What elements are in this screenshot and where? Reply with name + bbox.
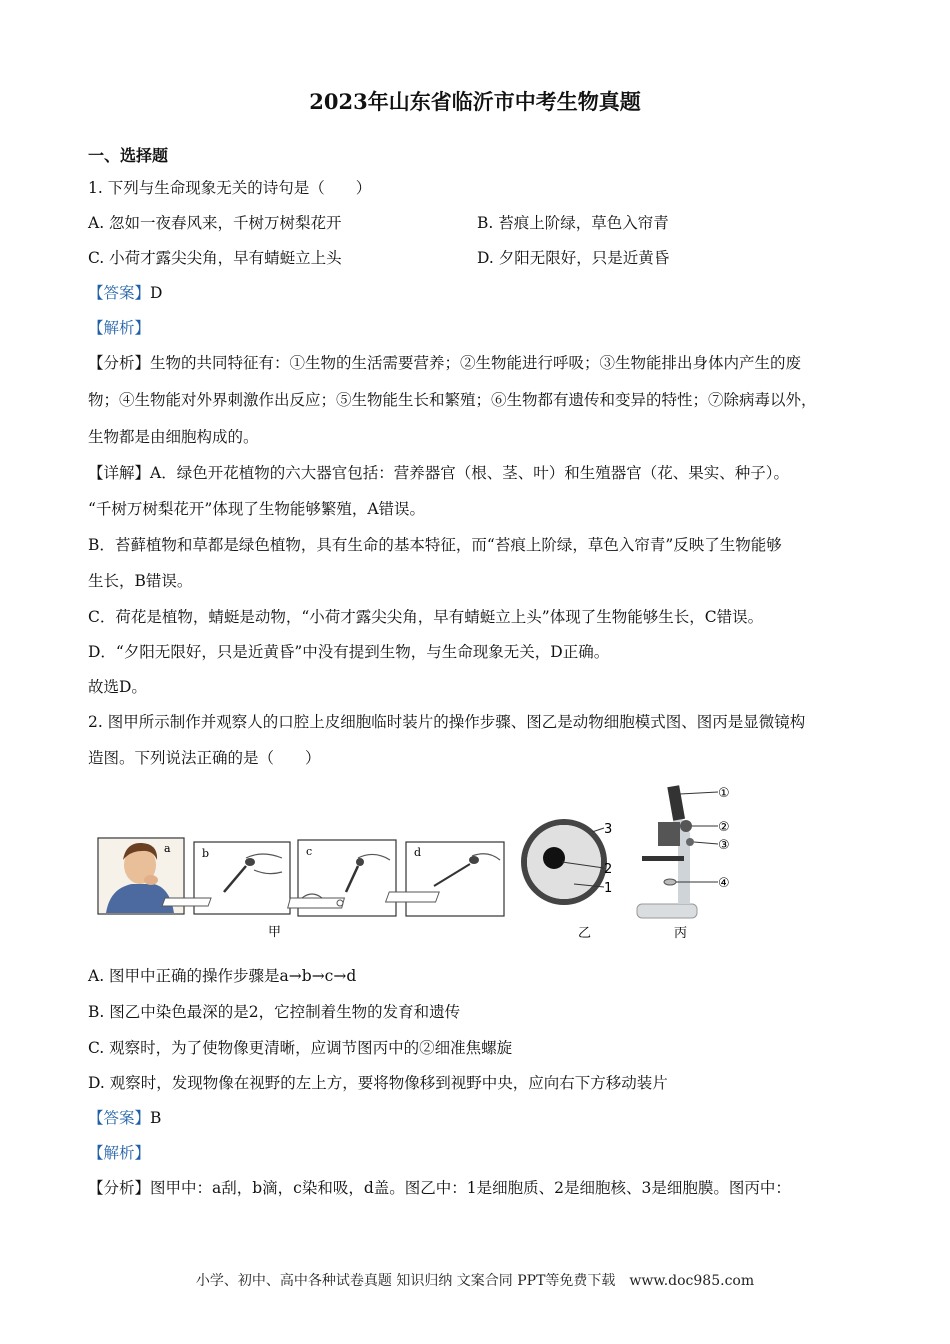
caption-yi: 乙 xyxy=(578,926,592,941)
q1-analysis-tag xyxy=(88,318,150,338)
q1-option-d: D. 夕阳无限好，只是近黄昏 xyxy=(477,249,670,267)
xiangjie-tag: 【详解】 xyxy=(88,464,151,482)
q2-option-c: C. 观察时，为了使物像更清晰，应调节图丙中的②细准焦螺旋 xyxy=(88,1039,513,1057)
answer-tag: 【答案】 xyxy=(88,1109,151,1127)
footer-url[interactable]: www.doc985.com xyxy=(629,1273,755,1289)
q2-answer-line xyxy=(88,1108,161,1128)
panel-d xyxy=(386,842,504,916)
panel-label-a: a xyxy=(164,842,171,855)
microscope-diagram xyxy=(637,785,730,941)
q1-xiangjie-6: D．“夕阳无限好，只是近黄昏”中没有提到生物，与生命现象无关，D正确。 xyxy=(88,643,610,661)
answer-tag: 【答案】 xyxy=(88,284,151,302)
q1-answer: D xyxy=(150,284,163,302)
q2-option-a: A. 图甲中正确的操作步骤是a→b→c→d xyxy=(88,967,357,985)
page-footer xyxy=(0,1270,950,1290)
analysis-tag: 【解析】 xyxy=(88,319,151,337)
panel-label-d: d xyxy=(414,846,422,859)
q2-fenxi-1 xyxy=(88,1178,791,1198)
q2-option-d: D. 观察时，发现物像在视野的左上方，要将物像移到视野中央，应向右下方移动装片 xyxy=(88,1074,668,1092)
xiangjie-text: A．绿色开花植物的六大器官包括：营养器官（根、茎、叶）和生殖器官（花、果实、种子）。 xyxy=(150,464,789,482)
caption-bing: 丙 xyxy=(674,926,688,941)
scope-label-3: ③ xyxy=(718,838,730,853)
q1-xiangjie-5: C．荷花是植物，蜻蜓是动物，“小荷才露尖尖角，早有蜻蜓立上头”体现了生物能够生长，C错误。 xyxy=(88,608,764,626)
q1-option-a: A. 忽如一夜春风来，千树万树梨花开 xyxy=(88,214,342,232)
footer-text: 小学、初中、高中各种试卷真题 知识归纳 文案合同 PPT等免费下载 xyxy=(195,1273,616,1289)
fenxi-text: 生物的共同特征有：①生物的生活需要营养；②生物能进行呼吸；③生物能排出身体内产生的废 xyxy=(150,354,802,372)
caption-jia: 甲 xyxy=(268,925,282,940)
panel-c xyxy=(288,840,396,916)
q1-xiangjie-7: 故选D。 xyxy=(88,678,147,696)
scope-label-2: ② xyxy=(718,820,730,835)
panel-label-c: c xyxy=(306,845,313,858)
cell-label-1: 1 xyxy=(604,881,613,896)
q2-stem-1: 2. 图甲所示制作并观察人的口腔上皮细胞临时装片的操作步骤、图乙是动物细胞模式图、图丙是显微镜构 xyxy=(88,713,806,731)
page-title: 2023年山东省临沂市中考生物真题 xyxy=(309,89,641,114)
q1-answer-line xyxy=(88,283,162,303)
q1-fenxi-2: 物；④生物能对外界刺激作出反应；⑤生物能生长和繁殖；⑥生物都有遗传和变异的特性；⑦除病毒以外， xyxy=(88,391,817,409)
q2-figure xyxy=(96,780,756,950)
cell-label-2: 2 xyxy=(604,862,613,877)
cell-nucleus xyxy=(543,847,565,869)
q1-fenxi-3: 生物都是由细胞构成的。 xyxy=(88,428,259,446)
q1-option-c: C. 小荷才露尖尖角，早有蜻蜓立上头 xyxy=(88,249,342,267)
q2-analysis-tag xyxy=(88,1143,150,1163)
q1-xiangjie-2: “千树万树梨花开”体现了生物能够繁殖，A错误。 xyxy=(88,500,426,518)
q1-xiangjie-1 xyxy=(88,463,789,483)
scope-label-1: ① xyxy=(718,786,730,801)
fenxi-tag: 【分析】 xyxy=(88,1179,151,1197)
fenxi-tag: 【分析】 xyxy=(88,354,151,372)
section-heading: 一、选择题 xyxy=(88,146,169,165)
scope-stage xyxy=(642,856,684,861)
q1-xiangjie-4: 生长，B错误。 xyxy=(88,572,193,590)
cell-label-3: 3 xyxy=(604,822,613,837)
scope-eyepiece xyxy=(667,785,685,821)
cell-diagram xyxy=(524,822,612,941)
q1-stem: 1. 下列与生命现象无关的诗句是（ ） xyxy=(88,179,372,197)
panel-label-b: b xyxy=(202,847,210,860)
q2-answer: B xyxy=(150,1109,162,1127)
q1-option-b: B. 苔痕上阶绿，草色入帘青 xyxy=(477,214,669,232)
q1-xiangjie-3: B．苔藓植物和草都是绿色植物，具有生命的基本特征，而“苔痕上阶绿，草色入帘青”反映了生物能够 xyxy=(88,536,782,554)
scope-tube xyxy=(658,822,680,846)
q1-fenxi-1 xyxy=(88,353,801,373)
analysis-tag: 【解析】 xyxy=(88,1144,151,1162)
fenxi-text: 图甲中：a刮，b滴，c染和吸，d盖。图乙中：1是细胞质、2是细胞核、3是细胞膜。图丙中： xyxy=(150,1179,791,1197)
scope-label-4: ④ xyxy=(718,876,730,891)
scope-base xyxy=(637,904,697,918)
q2-figure-svg xyxy=(96,780,756,950)
q2-stem-2: 造图。下列说法正确的是（ ） xyxy=(88,749,321,767)
q2-option-b: B. 图乙中染色最深的是2，它控制着生物的发育和遗传 xyxy=(88,1003,461,1021)
